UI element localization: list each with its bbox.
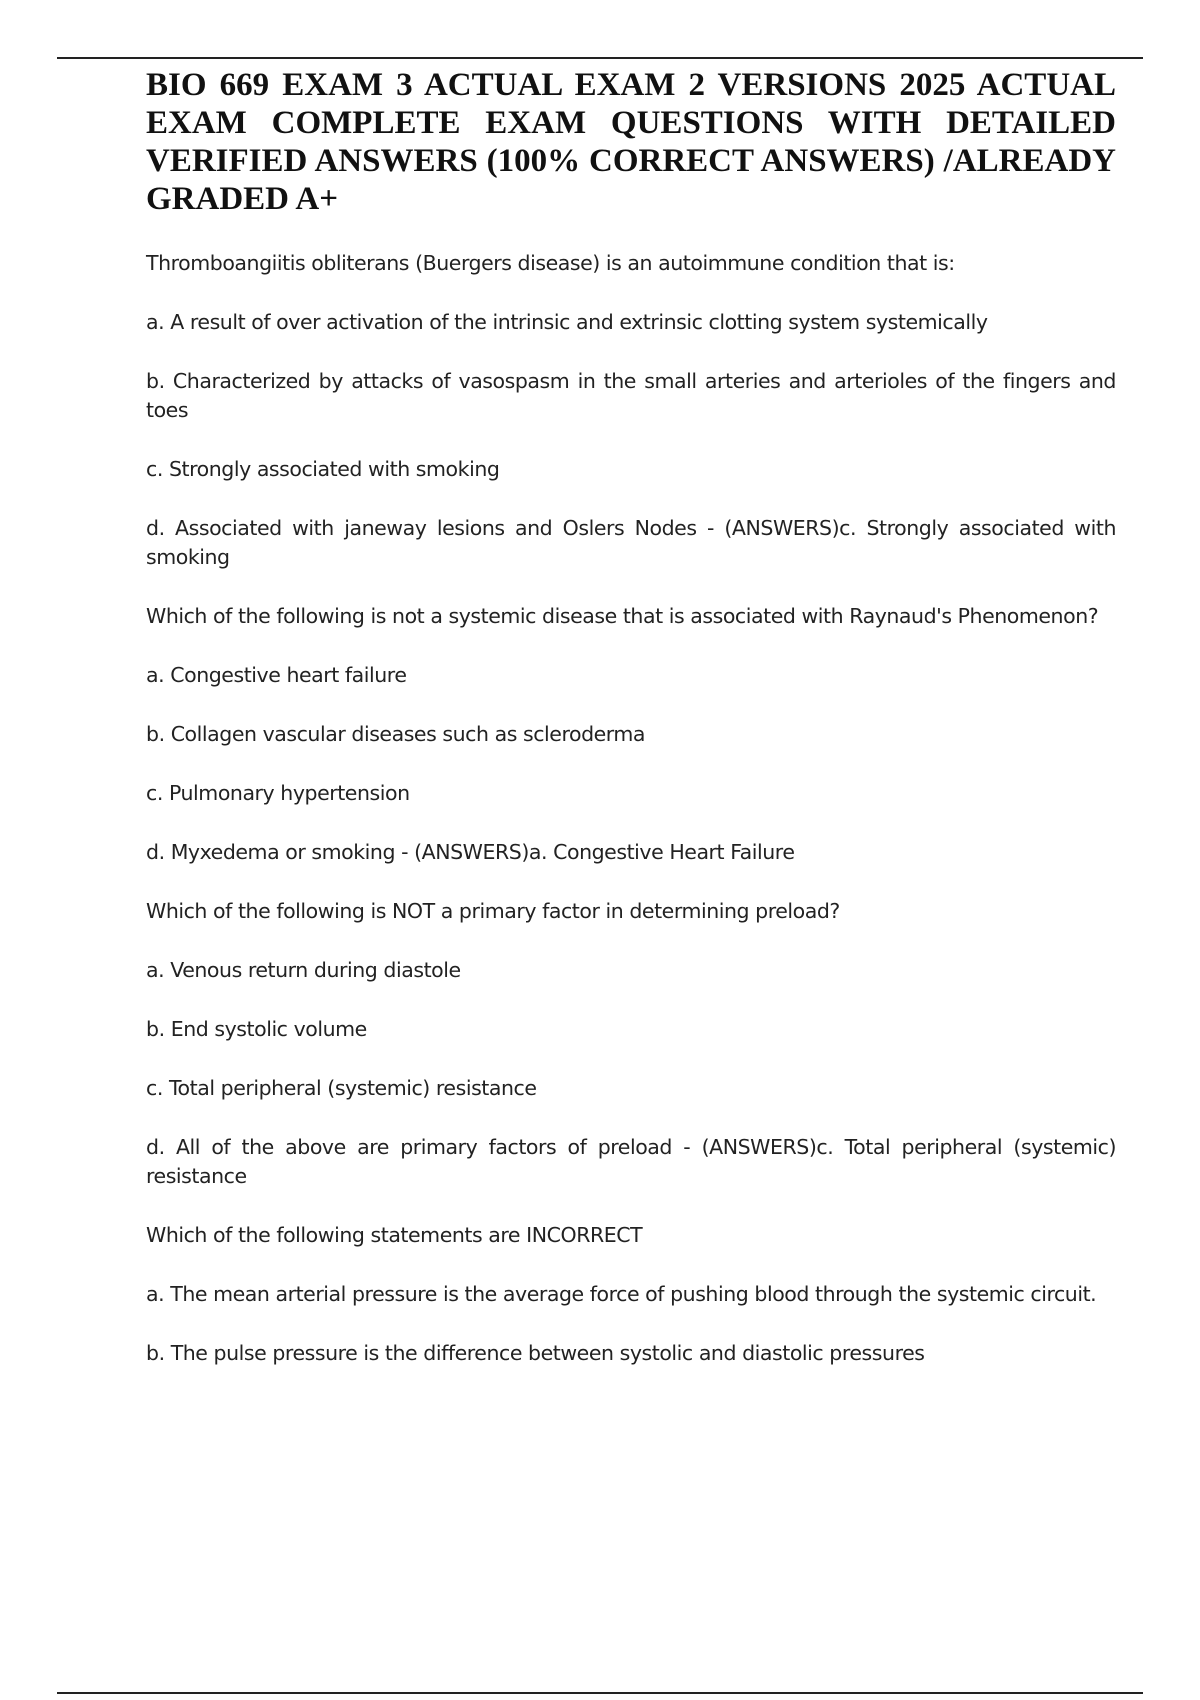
answer-option: a. The mean arterial pressure is the average force of pushing blood through the systemic circuit. xyxy=(146,1282,1097,1306)
top-border-rule xyxy=(57,57,1143,59)
question-1 xyxy=(146,249,1116,572)
bottom-border-rule xyxy=(57,1692,1143,1694)
answer-option: b. The pulse pressure is the difference between systolic and diastolic pressures xyxy=(146,1341,925,1365)
answer-option: c. Total peripheral (systemic) resistance xyxy=(146,1076,537,1100)
answer-option: d. Myxedema or smoking - (ANSWERS)a. Congestive Heart Failure xyxy=(146,840,795,864)
question-stem: Which of the following is NOT a primary factor in determining preload? xyxy=(146,899,840,923)
answer-option: c. Pulmonary hypertension xyxy=(146,781,410,805)
answer-option: b. End systolic volume xyxy=(146,1017,367,1041)
question-stem: Which of the following is not a systemic disease that is associated with Raynaud's Phenomenon? xyxy=(146,604,1099,628)
answer-option: a. Congestive heart failure xyxy=(146,663,407,687)
question-2 xyxy=(146,602,1116,867)
answer-option: c. Strongly associated with smoking xyxy=(146,457,500,481)
answer-option: a. Venous return during diastole xyxy=(146,958,461,982)
answer-option: b. Collagen vascular diseases such as scleroderma xyxy=(146,722,646,746)
document-title: BIO 669 EXAM 3 ACTUAL EXAM 2 VERSIONS 2025 ACTUAL EXAM COMPLETE EXAM QUESTIONS WITH DETAILED VERIFIED ANSWERS (100% CORRECT ANSWERS) /ALREADY GRADED A+ xyxy=(146,67,1116,217)
answer-option: d. All of the above are primary factors of preload - (ANSWERS)c. Total peripheral (systemic) resistance xyxy=(146,1135,1116,1188)
question-4 xyxy=(146,1221,1116,1368)
document-body xyxy=(146,66,1116,1398)
answer-option: b. Characterized by attacks of vasospasm in the small arteries and arterioles of the fingers and toes xyxy=(146,369,1116,422)
question-stem: Thromboangiitis obliterans (Buergers disease) is an autoimmune condition that is: xyxy=(146,251,955,275)
question-3 xyxy=(146,897,1116,1191)
question-stem: Which of the following statements are INCORRECT xyxy=(146,1223,643,1247)
answer-option: a. A result of over activation of the intrinsic and extrinsic clotting system systemically xyxy=(146,310,988,334)
answer-option: d. Associated with janeway lesions and Oslers Nodes - (ANSWERS)c. Strongly associated with smoking xyxy=(146,516,1116,569)
